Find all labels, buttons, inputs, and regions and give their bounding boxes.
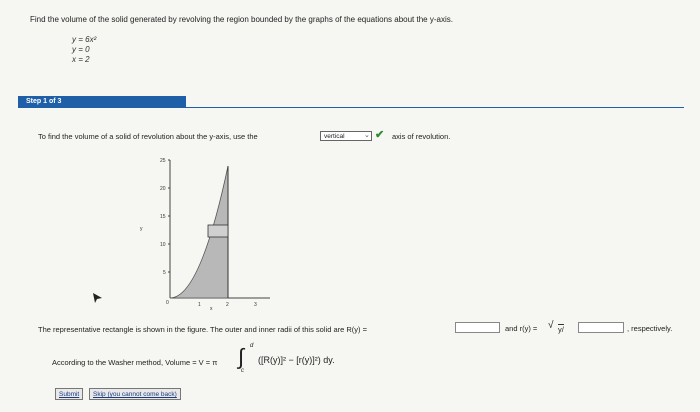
respectively-text: , respectively. [627,324,673,333]
axis-select[interactable]: vertical [320,131,372,141]
representative-rectangle [208,225,228,237]
y-tick-15: 15 [160,214,166,220]
x-tick-2: 2 [226,302,229,308]
integral-upper: d [250,343,254,349]
region-graph [110,150,280,310]
instruction-text: To find the volume of a solid of revolution about the y-axis, use the [38,132,258,141]
x-axis-label: x [210,306,213,310]
instruction-suffix: axis of revolution. [392,132,451,141]
equation-3: x = 2 [72,55,90,64]
question-text: Find the volume of the solid generated by revolving the region bounded by the graphs of the equations about the y-axis. [30,15,453,24]
submit-button[interactable]: Submit [55,388,83,400]
step-header: Step 1 of 3 [18,96,186,108]
and-text: and r(y) = [505,324,538,333]
y-tick-20: 20 [160,186,166,192]
y-tick-5: 5 [163,270,166,276]
sqrt-content: y/ [558,325,564,334]
equation-2: y = 0 [72,45,90,54]
x-tick-3: 3 [254,302,257,308]
y-tick-10: 10 [160,242,166,248]
integrand: ([R(y)]² − [r(y)]²) dy. [258,355,335,365]
chevron-down-icon[interactable]: ⌄ [364,132,370,139]
integral-lower: c [241,368,244,374]
x-tick-1: 1 [198,302,201,308]
check-icon: ✔ [375,129,385,141]
y-tick-25: 25 [160,158,166,164]
integral-sign: ∫ [238,344,245,369]
origin-label: 0 [166,300,169,306]
radii-text: The representative rectangle is shown in the figure. The outer and inner radii of this solid are R(y) = [38,325,367,334]
step-divider [18,107,684,108]
outer-radius-input[interactable] [455,322,500,333]
inner-radius-input[interactable] [578,322,624,333]
washer-method-text: According to the Washer method, Volume = V = π [52,358,218,367]
skip-button[interactable]: Skip (you cannot come back) [89,388,181,400]
cursor-icon [92,292,104,304]
equation-1: y = 6x² [72,35,97,44]
y-axis-label: y [140,226,143,232]
sqrt-icon: √ [548,320,554,331]
